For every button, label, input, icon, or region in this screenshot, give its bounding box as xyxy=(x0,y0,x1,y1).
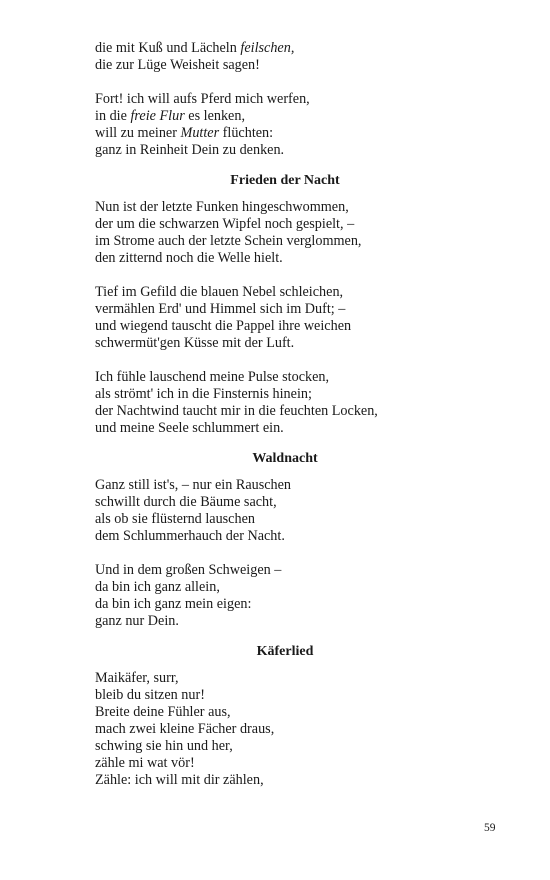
verse-line: Maikäfer, surr, xyxy=(95,670,179,686)
verse-line: schwillt durch die Bäume sacht, xyxy=(95,494,277,510)
verse-line: ganz in Reinheit Dein zu denken. xyxy=(95,142,285,158)
verse-line: schwing sie hin und her, xyxy=(95,738,233,754)
verse-line: als ob sie flüsternd lauschen xyxy=(95,511,255,527)
verse-line: will zu meiner Mutter flüchten: xyxy=(95,125,274,141)
verse-line: der um die schwarzen Wipfel noch gespielt, – xyxy=(95,216,355,232)
page-text xyxy=(95,40,515,789)
stanza-a xyxy=(95,40,515,74)
verse-line: ganz nur Dein. xyxy=(95,613,179,629)
verse-line: Ganz still ist's, – nur ein Rauschen xyxy=(95,477,292,493)
verse-line: den zitternd noch die Welle hielt. xyxy=(95,250,283,266)
verse-line: und wiegend tauscht die Pappel ihre weichen xyxy=(95,318,352,334)
verse-line: mach zwei kleine Fächer draus, xyxy=(95,721,275,737)
verse-line: und meine Seele schlummert ein. xyxy=(95,420,284,436)
verse-line: bleib du sitzen nur! xyxy=(95,687,205,703)
verse-line: Breite deine Fühler aus, xyxy=(95,704,231,720)
stanza-b xyxy=(95,91,515,159)
verse-line: der Nachtwind taucht mir in die feuchten Locken, xyxy=(95,403,378,419)
verse-line: Und in dem großen Schweigen – xyxy=(95,562,282,578)
verse-line: schwermüt'gen Küsse mit der Luft. xyxy=(95,335,295,351)
verse-line: Tief im Gefild die blauen Nebel schleichen, xyxy=(95,284,344,300)
verse-line: da bin ich ganz mein eigen: xyxy=(95,596,252,612)
verse-line: Ich fühle lauschend meine Pulse stocken, xyxy=(95,369,330,385)
verse-line: dem Schlummerhauch der Nacht. xyxy=(95,528,285,544)
verse-line: als strömt' ich in die Finsternis hinein; xyxy=(95,386,312,402)
verse-line: Nun ist der letzte Funken hingeschwommen, xyxy=(95,199,349,215)
verse-line: im Strome auch der letzte Schein verglommen, xyxy=(95,233,362,249)
verse-line: vermählen Erd' und Himmel sich im Duft; – xyxy=(95,301,346,317)
poem-title-kaeferlied: Käferlied xyxy=(256,644,314,659)
verse-line: da bin ich ganz allein, xyxy=(95,579,220,595)
poem-title-waldnacht: Waldnacht xyxy=(252,451,318,466)
page-number: 59 xyxy=(484,822,496,834)
verse-line: in die freie Flur es lenken, xyxy=(95,108,245,124)
verse-line: die mit Kuß und Lächeln feilschen, xyxy=(95,40,295,56)
poem-waldnacht xyxy=(95,477,515,630)
verse-line: Zähle: ich will mit dir zählen, xyxy=(95,772,264,788)
verse-line: Fort! ich will aufs Pferd mich werfen, xyxy=(95,91,310,107)
verse-line: die zur Lüge Weisheit sagen! xyxy=(95,57,260,73)
poem-kaeferlied xyxy=(95,670,515,789)
verse-line: zähle mi wat vör! xyxy=(95,755,195,771)
poem-frieden-der-nacht xyxy=(95,199,515,437)
poem-title-frieden-der-nacht: Frieden der Nacht xyxy=(230,173,340,188)
